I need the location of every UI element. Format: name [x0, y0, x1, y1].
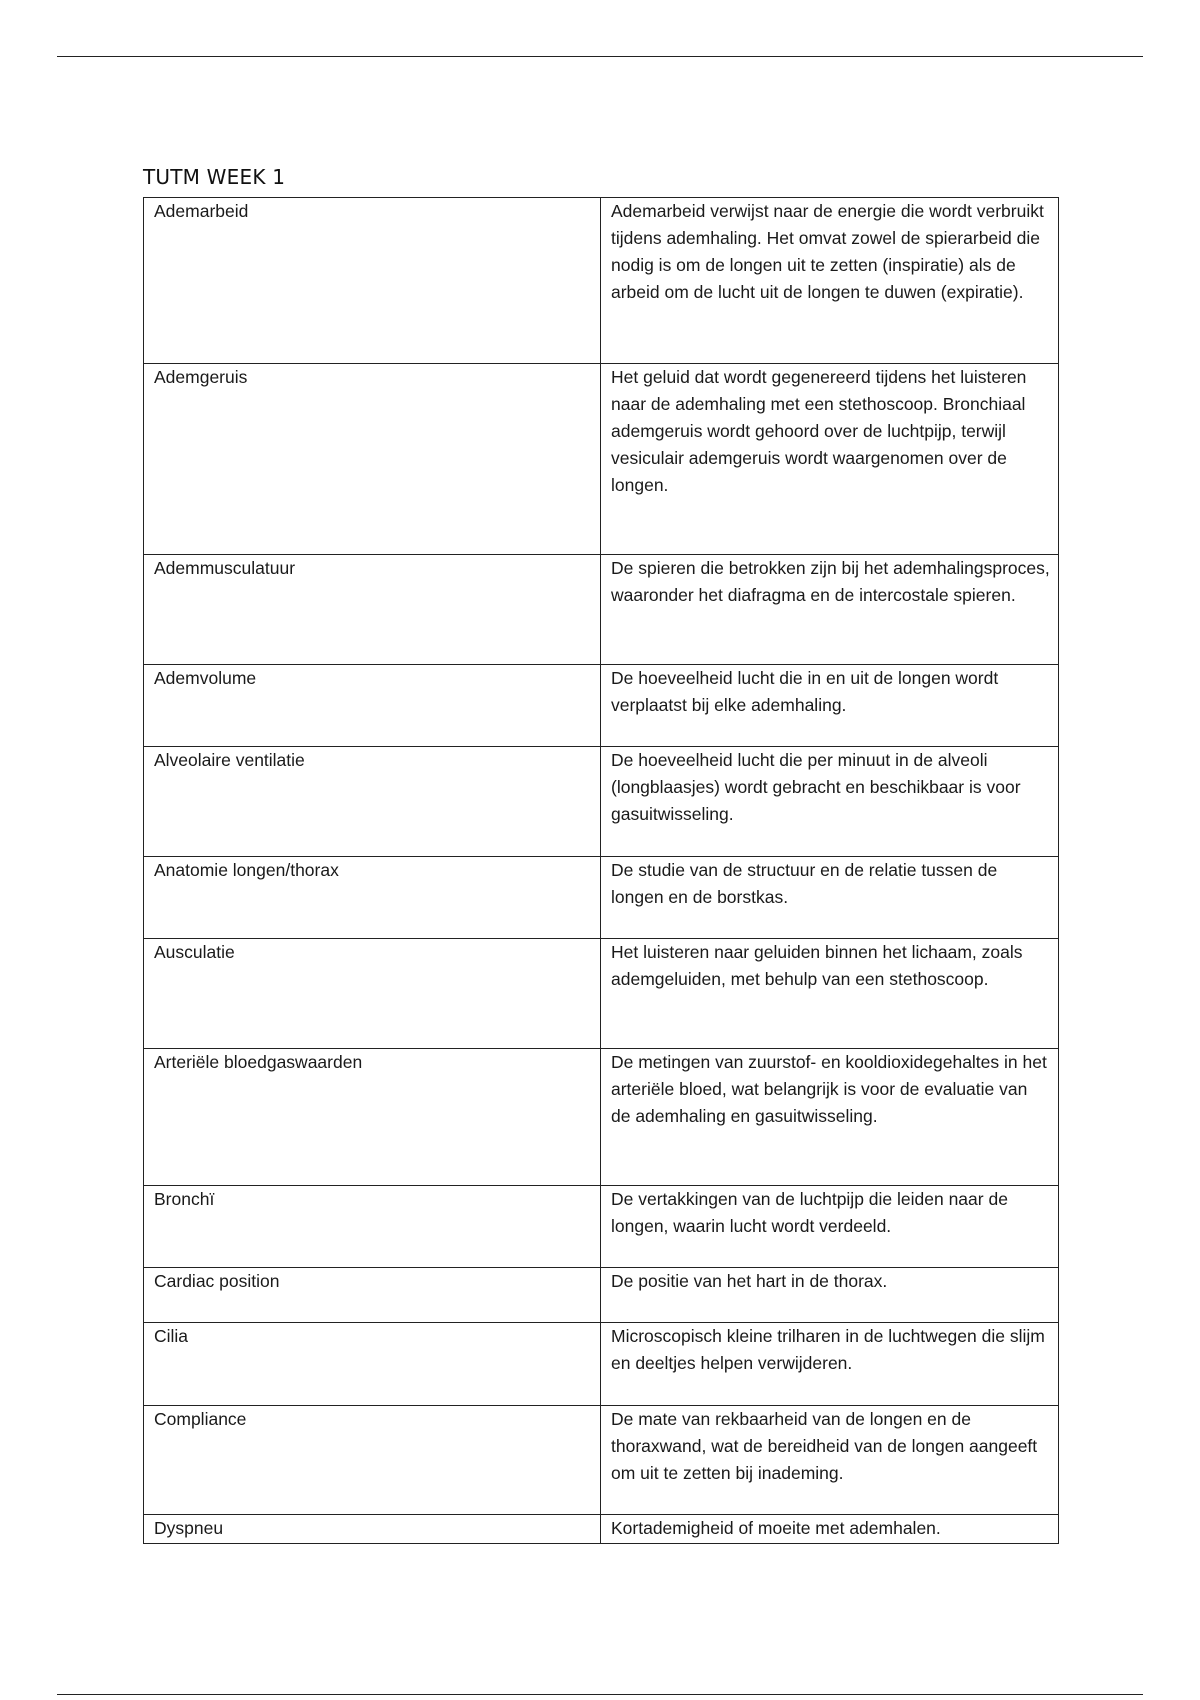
definition-cell: De vertakkingen van de luchtpijp die leiden naar de longen, waarin lucht wordt verdeeld.	[601, 1186, 1059, 1268]
definition-cell: Kortademigheid of moeite met ademhalen.	[601, 1515, 1059, 1544]
definition-cell: De hoeveelheid lucht die in en uit de longen wordt verplaatst bij elke ademhaling.	[601, 665, 1059, 747]
table-row	[144, 1049, 1059, 1186]
table-row	[144, 665, 1059, 747]
term-cell: Dyspneu	[144, 1515, 601, 1544]
term-cell: Ademmusculatuur	[144, 555, 601, 665]
term-cell: Anatomie longen/thorax	[144, 857, 601, 939]
term-cell: Compliance	[144, 1406, 601, 1515]
term-cell: Ademarbeid	[144, 198, 601, 364]
table-row	[144, 198, 1059, 364]
definition-cell: Het luisteren naar geluiden binnen het lichaam, zoals ademgeluiden, met behulp van een stethoscoop.	[601, 939, 1059, 1049]
table-row	[144, 939, 1059, 1049]
term-cell: Alveolaire ventilatie	[144, 747, 601, 857]
definition-cell: De spieren die betrokken zijn bij het ademhalingsproces, waaronder het diafragma en de intercostale spieren.	[601, 555, 1059, 665]
term-cell: Bronchï	[144, 1186, 601, 1268]
term-cell: Ausculatie	[144, 939, 601, 1049]
table-row	[144, 364, 1059, 555]
table-row	[144, 1268, 1059, 1323]
definition-cell: De hoeveelheid lucht die per minuut in de alveoli (longblaasjes) wordt gebracht en beschikbaar is voor gasuitwisseling.	[601, 747, 1059, 857]
table-row	[144, 1323, 1059, 1406]
definition-cell: De metingen van zuurstof- en kooldioxidegehaltes in het arteriële bloed, wat belangrijk is voor de evaluatie van de ademhaling en gasuitwisseling.	[601, 1049, 1059, 1186]
table-row	[144, 1186, 1059, 1268]
definition-cell: Het geluid dat wordt gegenereerd tijdens het luisteren naar de ademhaling met een stethoscoop. Bronchiaal ademgeruis wordt gehoord over de luchtpijp, terwijl vesiculair ademgeruis wordt waargenomen over de longen.	[601, 364, 1059, 555]
definition-cell: De studie van de structuur en de relatie tussen de longen en de borstkas.	[601, 857, 1059, 939]
definition-cell: Microscopisch kleine trilharen in de luchtwegen die slijm en deeltjes helpen verwijderen.	[601, 1323, 1059, 1406]
term-cell: Cardiac position	[144, 1268, 601, 1323]
table-row	[144, 555, 1059, 665]
table-row	[144, 857, 1059, 939]
document-title: TUTM WEEK 1	[143, 165, 286, 189]
definition-cell: De mate van rekbaarheid van de longen en de thoraxwand, wat de bereidheid van de longen aangeeft om uit te zetten bij inademing.	[601, 1406, 1059, 1515]
term-cell: Cilia	[144, 1323, 601, 1406]
term-cell: Ademgeruis	[144, 364, 601, 555]
definition-cell: De positie van het hart in de thorax.	[601, 1268, 1059, 1323]
glossary-table	[143, 197, 1059, 1544]
term-cell: Ademvolume	[144, 665, 601, 747]
term-cell: Arteriële bloedgaswaarden	[144, 1049, 601, 1186]
table-row	[144, 747, 1059, 857]
footer-rule	[57, 1694, 1143, 1695]
table-row	[144, 1515, 1059, 1544]
header-rule	[57, 56, 1143, 57]
table-row	[144, 1406, 1059, 1515]
definition-cell: Ademarbeid verwijst naar de energie die wordt verbruikt tijdens ademhaling. Het omvat zowel de spierarbeid die nodig is om de longen uit te zetten (inspiratie) als de arbeid om de lucht uit de longen te duwen (expiratie).	[601, 198, 1059, 364]
